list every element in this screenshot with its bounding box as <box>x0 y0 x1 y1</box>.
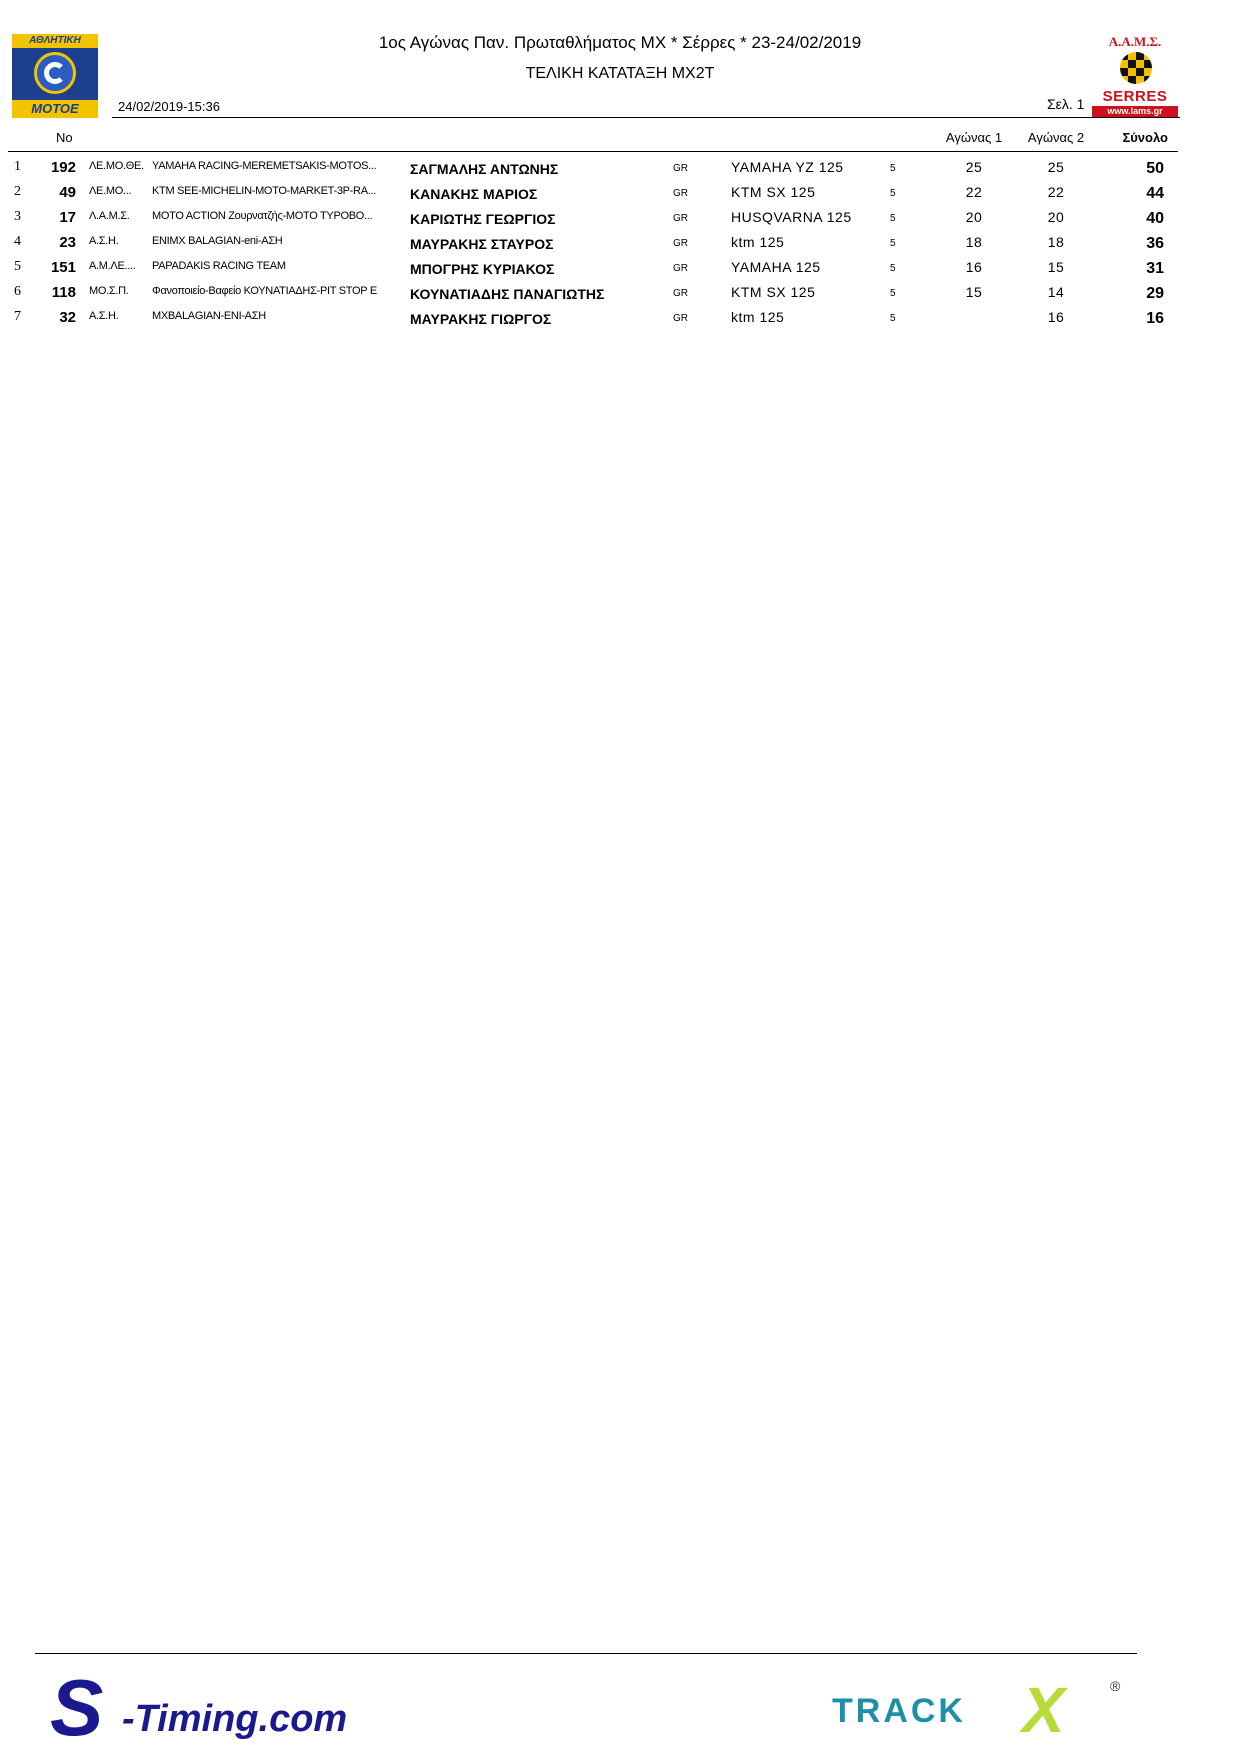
nationality: GR <box>673 188 688 199</box>
column-header-divider <box>8 151 1178 152</box>
club: ΛΕ.ΜΟ.ΘΕ. <box>89 160 144 172</box>
position: 1 <box>14 159 21 174</box>
rider-name: ΚΑΡΙΩΤΗΣ ΓΕΩΡΓΙΟΣ <box>410 211 556 227</box>
rider-number: 151 <box>50 259 76 276</box>
position: 4 <box>14 234 21 249</box>
position: 2 <box>14 184 21 199</box>
column-header-race1: Αγώνας 1 <box>945 130 1003 145</box>
position: 3 <box>14 209 21 224</box>
race1-points: 25 <box>965 159 983 175</box>
team: PAPADAKIS RACING TEAM <box>152 260 286 272</box>
team: Φανοποιείο-Βαφείο ΚΟΥΝΑΤΙΑΔΗΣ-PIT STOP E <box>152 285 377 297</box>
team: KTM SEE-MICHELIN-MOTO-MARKET-3P-RA... <box>152 185 376 197</box>
logo-left-banner: ΑΘΛΗΤΙΚΗ <box>12 34 98 48</box>
table-row <box>0 157 1240 182</box>
trackx-logo-text: TRACK <box>832 1692 966 1730</box>
race1-points: 15 <box>965 284 983 300</box>
total-points: 29 <box>1146 285 1164 302</box>
table-row <box>0 307 1240 332</box>
race1-points: 16 <box>965 259 983 275</box>
nationality: GR <box>673 163 688 174</box>
total-points: 16 <box>1146 310 1164 327</box>
rider-number: 17 <box>59 209 76 226</box>
logo-right-url: www.lams.gr <box>1092 106 1178 117</box>
s-timing-logo-text: -Timing.com <box>122 1698 348 1740</box>
total-points: 36 <box>1146 235 1164 252</box>
rider-name: ΜΠΟΓΡΗΣ ΚΥΡΙΑΚΟΣ <box>410 261 555 277</box>
motorcycle: YAMAHA YZ 125 <box>731 159 844 175</box>
registered-mark: ® <box>1110 1678 1121 1694</box>
table-row <box>0 182 1240 207</box>
logo-right-title: Α.Α.Μ.Σ. <box>1108 34 1162 49</box>
position: 7 <box>14 309 21 324</box>
race2-points: 14 <box>1047 284 1065 300</box>
club: Λ.Α.Μ.Σ. <box>89 210 130 222</box>
position: 5 <box>14 259 21 274</box>
s-timing-logo <box>50 1663 470 1752</box>
nationality: GR <box>673 263 688 274</box>
header-divider <box>112 117 1180 118</box>
s-timing-logo-s: S <box>50 1663 104 1752</box>
rider-number: 23 <box>59 234 76 251</box>
club: Α.Σ.Η. <box>89 235 119 247</box>
nationality: GR <box>673 213 688 224</box>
laps: 5 <box>890 288 896 299</box>
page-number: Σελ. 1 <box>1047 96 1085 112</box>
club: ΛΕ.ΜΟ... <box>89 185 132 197</box>
race2-points: 15 <box>1047 259 1065 275</box>
total-points: 44 <box>1146 185 1164 202</box>
motorcycle: KTM SX 125 <box>731 184 816 200</box>
rider-name: ΜΑΥΡΑΚΗΣ ΣΤΑΥΡΟΣ <box>410 236 554 252</box>
laps: 5 <box>890 238 896 249</box>
trackx-logo-x: X <box>1022 1674 1065 1746</box>
race2-points: 25 <box>1047 159 1065 175</box>
laps: 5 <box>890 213 896 224</box>
rider-number: 192 <box>50 159 76 176</box>
table-row <box>0 282 1240 307</box>
race2-points: 22 <box>1047 184 1065 200</box>
rider-name: ΣΑΓΜΑΛΗΣ ΑΝΤΩΝΗΣ <box>410 161 559 177</box>
motorcycle: ktm 125 <box>731 309 785 325</box>
rider-name: ΚΟΥΝΑΤΙΑΔΗΣ ΠΑΝΑΓΙΩΤΗΣ <box>410 286 605 302</box>
rider-number: 118 <box>51 284 76 301</box>
nationality: GR <box>673 238 688 249</box>
team: YAMAHA RACING-MEREMETSAKIS-MOTOS... <box>152 160 377 172</box>
aams-serres-logo <box>1092 34 1178 118</box>
position: 6 <box>14 284 21 299</box>
footer-divider <box>35 1653 1137 1654</box>
race2-points: 16 <box>1047 309 1065 325</box>
team: ENIMX BALAGIAN-eni-ΑΣΗ <box>152 235 283 247</box>
nationality: GR <box>673 313 688 324</box>
laps: 5 <box>890 163 896 174</box>
laps: 5 <box>890 263 896 274</box>
column-header-race2: Αγώνας 2 <box>1027 130 1085 145</box>
club: ΜΟ.Σ.Π. <box>89 285 129 297</box>
column-header-no: No <box>56 130 73 145</box>
total-points: 31 <box>1146 260 1164 277</box>
logo-left-text: ΜΟΤΟΕ <box>12 100 98 118</box>
race1-points: 20 <box>965 209 983 225</box>
rider-number: 49 <box>59 184 76 201</box>
rider-number: 32 <box>59 309 76 326</box>
team: MOTO ACTION Ζουρνατζής-MOTO TYPOBO... <box>152 210 373 222</box>
race2-points: 18 <box>1047 234 1065 250</box>
club: Α.Σ.Η. <box>89 310 119 322</box>
laps: 5 <box>890 313 896 324</box>
rider-name: ΜΑΥΡΑΚΗΣ ΓΙΩΡΓΟΣ <box>410 311 552 327</box>
table-row <box>0 257 1240 282</box>
club: Α.Μ.ΛΕ.... <box>89 260 136 272</box>
motorcycle: HUSQVARNA 125 <box>731 209 852 225</box>
race1-points: 18 <box>965 234 983 250</box>
motorcycle: YAMAHA 125 <box>731 259 821 275</box>
table-row <box>0 207 1240 232</box>
trackx-logo <box>832 1674 1132 1746</box>
total-points: 50 <box>1146 160 1164 177</box>
nationality: GR <box>673 288 688 299</box>
column-header-total: Σύνολο <box>1122 130 1168 145</box>
total-points: 40 <box>1146 210 1164 227</box>
rider-name: ΚΑΝΑΚΗΣ ΜΑΡΙΟΣ <box>410 186 538 202</box>
logo-right-name: SERRES <box>1102 88 1168 105</box>
race1-points: 22 <box>965 184 983 200</box>
checkered-flag-icon <box>1120 52 1152 84</box>
table-row <box>0 232 1240 257</box>
motorcycle: KTM SX 125 <box>731 284 816 300</box>
page-title: 1ος Αγώνας Παν. Πρωταθλήματος MX * Σέρρες * 23-24/02/2019 <box>378 33 862 52</box>
print-datetime: 24/02/2019-15:36 <box>118 99 220 114</box>
motorcycle: ktm 125 <box>731 234 785 250</box>
laps: 5 <box>890 188 896 199</box>
page-subtitle: ΤΕΛΙΚΗ ΚΑΤΑΤΑΞΗ MX2T <box>525 65 715 82</box>
team: MXBALAGIAN-ENI-ΑΣΗ <box>152 310 266 322</box>
race2-points: 20 <box>1047 209 1065 225</box>
